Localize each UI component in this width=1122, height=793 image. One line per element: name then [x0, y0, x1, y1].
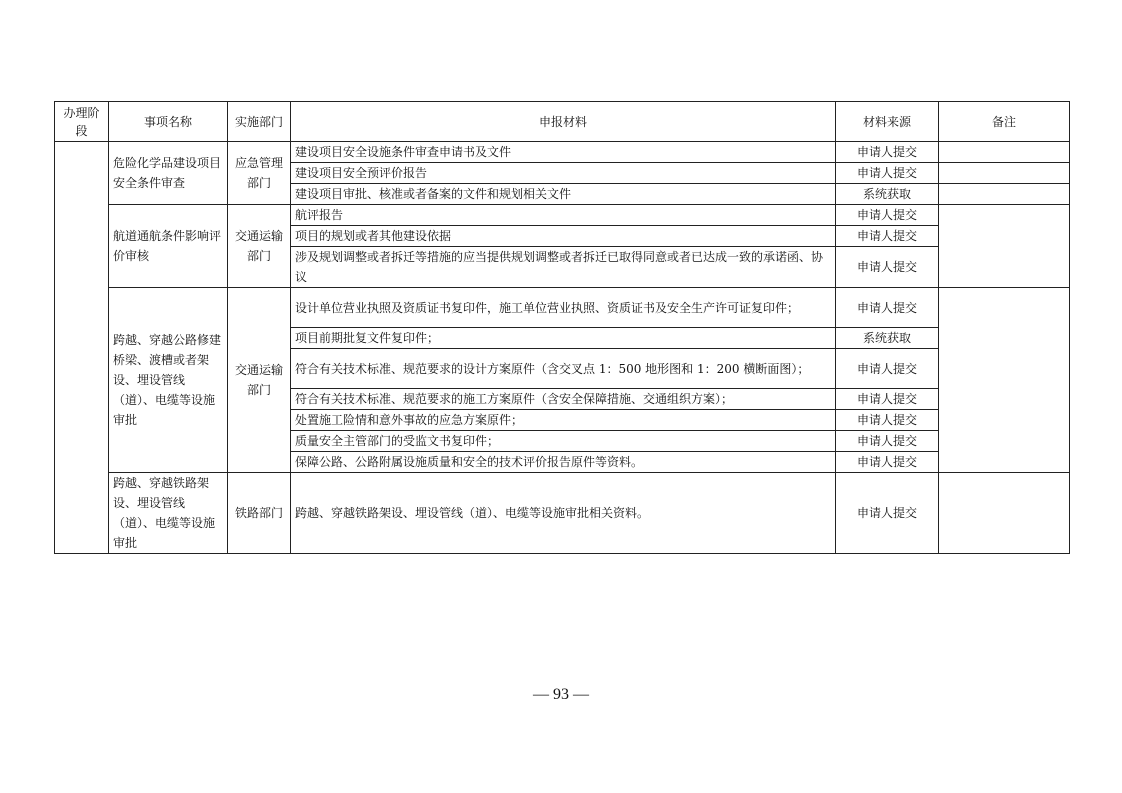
source-cell: 申请人提交	[836, 226, 939, 247]
remark-cell	[939, 473, 1070, 554]
source-cell: 申请人提交	[836, 247, 939, 288]
page-number: — 93 —	[533, 686, 589, 703]
dept-cell: 交通运输部门	[228, 288, 291, 473]
table-header-row	[55, 102, 1070, 142]
dept-cell: 交通运输部门	[228, 205, 291, 288]
source-cell: 系统获取	[836, 328, 939, 349]
material-cell: 保障公路、公路附属设施质量和安全的技术评价报告原件等资料。	[291, 452, 836, 473]
remark-cell	[939, 288, 1070, 473]
item-name-cell: 危险化学品建设项目安全条件审查	[109, 142, 228, 205]
remark-cell	[939, 142, 1070, 163]
header-item: 事项名称	[109, 102, 228, 142]
source-cell: 申请人提交	[836, 410, 939, 431]
remark-cell	[939, 205, 1070, 288]
material-cell: 建设项目安全设施条件审查申请书及文件	[291, 142, 836, 163]
source-cell: 申请人提交	[836, 431, 939, 452]
material-cell: 项目前期批复文件复印件；	[291, 328, 836, 349]
item-name-cell: 航道通航条件影响评价审核	[109, 205, 228, 288]
material-cell: 设计单位营业执照及资质证书复印件，施工单位营业执照、资质证书及安全生产许可证复印件；	[291, 288, 836, 328]
material-cell: 符合有关技术标准、规范要求的施工方案原件（含安全保障措施、交通组织方案）；	[291, 389, 836, 410]
header-stage: 办理阶段	[55, 102, 109, 142]
source-cell: 申请人提交	[836, 473, 939, 554]
item-name-cell: 跨越、穿越铁路架设、埋设管线（道）、电缆等设施审批	[109, 473, 228, 554]
material-cell: 涉及规划调整或者拆迁等措施的应当提供规划调整或者拆迁已取得同意或者已达成一致的承诺函、协议	[291, 247, 836, 288]
source-cell: 申请人提交	[836, 349, 939, 389]
table-row	[55, 288, 1070, 328]
source-cell: 申请人提交	[836, 142, 939, 163]
material-cell: 符合有关技术标准、规范要求的设计方案原件（含交叉点 1：500 地形图和 1：200 横断面图）；	[291, 349, 836, 389]
header-source: 材料来源	[836, 102, 939, 142]
remark-cell	[939, 163, 1070, 184]
header-remark: 备注	[939, 102, 1070, 142]
source-cell: 系统获取	[836, 184, 939, 205]
table-row	[55, 473, 1070, 554]
source-cell: 申请人提交	[836, 452, 939, 473]
source-cell: 申请人提交	[836, 389, 939, 410]
material-cell: 建设项目安全预评价报告	[291, 163, 836, 184]
material-cell: 质量安全主管部门的受监文书复印件；	[291, 431, 836, 452]
material-cell: 项目的规划或者其他建设依据	[291, 226, 836, 247]
source-cell: 申请人提交	[836, 288, 939, 328]
stage-cell	[55, 142, 109, 554]
table-row	[55, 142, 1070, 163]
source-cell: 申请人提交	[836, 205, 939, 226]
item-name-cell: 跨越、穿越公路修建桥梁、渡槽或者架设、埋设管线（道）、电缆等设施审批	[109, 288, 228, 473]
source-cell: 申请人提交	[836, 163, 939, 184]
material-cell: 航评报告	[291, 205, 836, 226]
material-cell: 处置施工险情和意外事故的应急方案原件；	[291, 410, 836, 431]
material-cell: 建设项目审批、核准或者备案的文件和规划相关文件	[291, 184, 836, 205]
dept-cell: 铁路部门	[228, 473, 291, 554]
material-cell: 跨越、穿越铁路架设、埋设管线（道）、电缆等设施审批相关资料。	[291, 473, 836, 554]
materials-table	[54, 101, 1070, 554]
dept-cell: 应急管理部门	[228, 142, 291, 205]
header-materials: 申报材料	[291, 102, 836, 142]
remark-cell	[939, 184, 1070, 205]
table-row	[55, 205, 1070, 226]
header-dept: 实施部门	[228, 102, 291, 142]
